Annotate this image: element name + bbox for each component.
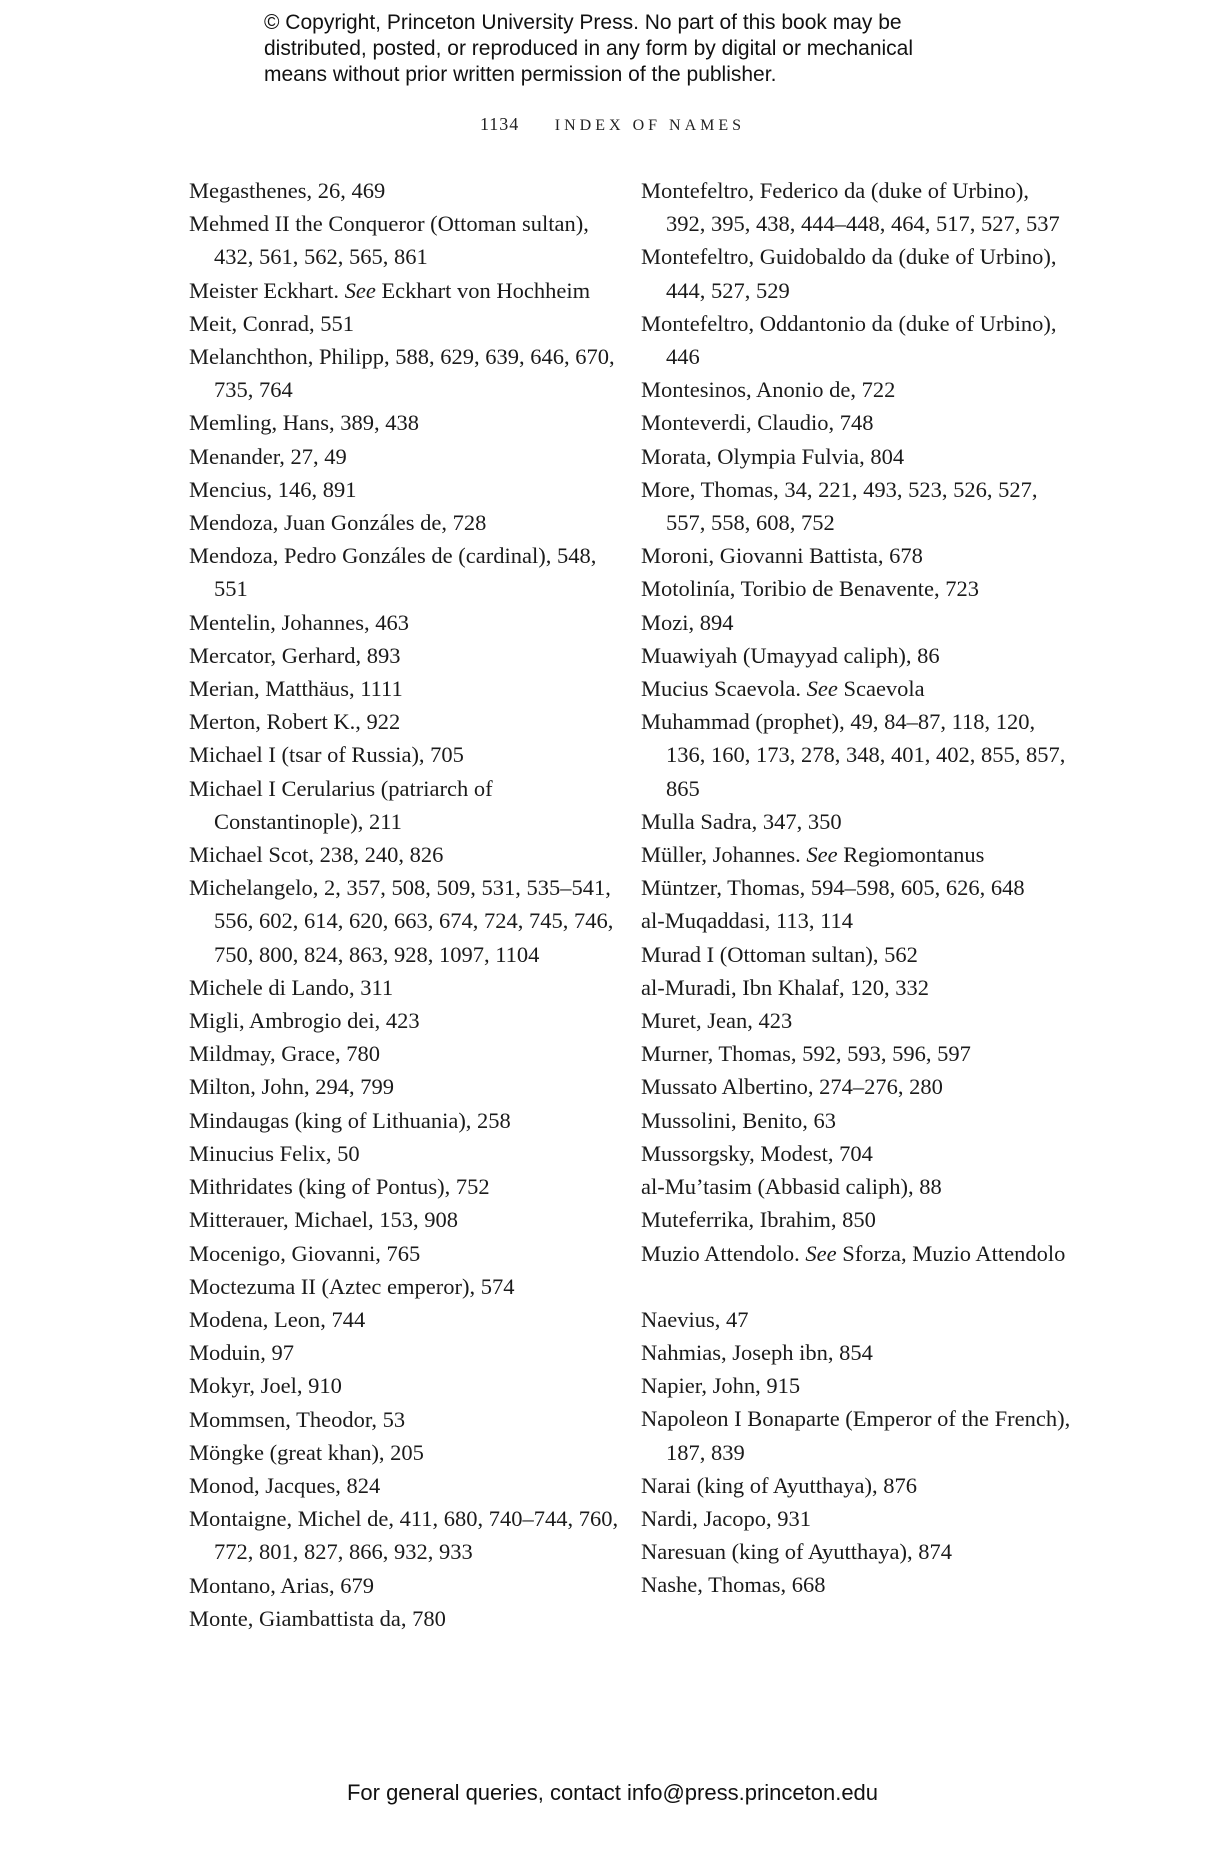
index-entry-text: Mencius, 146, 891 xyxy=(189,476,357,502)
index-entry xyxy=(641,1037,1071,1070)
index-entry xyxy=(189,473,619,506)
index-entry-text: Mommsen, Theodor, 53 xyxy=(189,1406,406,1432)
copyright-line: means without prior written permission of the publisher. xyxy=(264,63,777,86)
index-entry xyxy=(189,705,619,738)
index-entry xyxy=(641,440,1071,473)
index-entry-text: al-Muqaddasi, 113, 114 xyxy=(641,908,854,934)
index-entry xyxy=(189,274,619,307)
see-reference-label: See xyxy=(806,842,838,868)
index-entry-text: Mokyr, Joel, 910 xyxy=(189,1373,342,1399)
index-entry xyxy=(641,639,1071,672)
index-entry-text: Michael Scot, 238, 240, 826 xyxy=(189,842,444,868)
index-entry xyxy=(641,805,1071,838)
index-entry xyxy=(641,473,1071,539)
index-entry-text: Montefeltro, Oddantonio da (duke of Urbino), 446 xyxy=(641,310,1057,370)
index-entry-text: Mildmay, Grace, 780 xyxy=(189,1041,380,1067)
index-entry-text: Muawiyah (Umayyad caliph), 86 xyxy=(641,642,940,668)
see-reference-label: See xyxy=(805,1240,837,1266)
index-entry xyxy=(641,938,1071,971)
running-head xyxy=(0,114,1225,135)
index-entry xyxy=(189,1070,619,1103)
index-entry-text: Naresuan (king of Ayutthaya), 874 xyxy=(641,1539,952,1565)
see-reference-target: Sforza, Muzio Attendolo xyxy=(836,1240,1066,1266)
index-entry xyxy=(189,1602,619,1635)
see-reference-label: See xyxy=(344,277,376,303)
index-entry xyxy=(189,838,619,871)
index-entry xyxy=(641,672,1071,705)
index-entry-text: Mucius Scaevola. xyxy=(641,676,807,702)
index-entry-text: Napoleon I Bonaparte (Emperor of the French), 187, 839 xyxy=(641,1406,1071,1465)
index-entry xyxy=(641,1104,1071,1137)
index-entry-text: Motolinía, Toribio de Benavente, 723 xyxy=(641,576,979,602)
index-entry-text: Meit, Conrad, 551 xyxy=(189,310,354,336)
index-entry-text: Michael I (tsar of Russia), 705 xyxy=(189,742,464,768)
index-entry-text: Nardi, Jacopo, 931 xyxy=(641,1505,811,1531)
index-entry xyxy=(641,1303,1071,1336)
index-entry-text: Michele di Lando, 311 xyxy=(189,974,394,1000)
footer-contact: For general queries, contact info@press.princeton.edu xyxy=(346,1780,879,1805)
index-entry-text: Mulla Sadra, 347, 350 xyxy=(641,808,842,834)
index-entry xyxy=(641,373,1071,406)
index-entry xyxy=(189,406,619,439)
index-entry xyxy=(641,1369,1071,1402)
index-entry-text: More, Thomas, 34, 221, 493, 523, 526, 527, 557, 558, 608, 752 xyxy=(641,476,1038,536)
see-reference-target: Scaevola xyxy=(837,676,925,702)
index-entry-text: Montaigne, Michel de, 411, 680, 740–744, 760, 772, 801, 827, 866, 932, 933 xyxy=(189,1506,619,1565)
index-entry xyxy=(189,506,619,539)
index-entry xyxy=(189,1004,619,1037)
page-number: 1134 xyxy=(479,114,520,134)
index-entry xyxy=(641,705,1071,805)
index-entry xyxy=(189,539,619,605)
index-entry xyxy=(189,1569,619,1602)
index-entry xyxy=(189,1170,619,1203)
index-entry xyxy=(189,1369,619,1402)
index-entry xyxy=(641,1568,1071,1601)
index-entry-text: Monod, Jacques, 824 xyxy=(189,1472,381,1498)
index-entry xyxy=(641,539,1071,572)
index-entry xyxy=(189,772,619,838)
index-entry xyxy=(189,1303,619,1336)
index-entry-text: Nahmias, Joseph ibn, 854 xyxy=(641,1339,873,1365)
index-entry-text: Muzio Attendolo. xyxy=(641,1240,806,1266)
index-entry-text: Narai (king of Ayutthaya), 876 xyxy=(641,1472,917,1498)
copyright-line: distributed, posted, or reproduced in any form by digital or mechanical xyxy=(264,37,914,60)
index-entry xyxy=(641,1336,1071,1369)
index-entry xyxy=(641,904,1071,937)
index-entry xyxy=(189,1336,619,1369)
index-entry-text: Mussorgsky, Modest, 704 xyxy=(641,1140,873,1166)
index-entry-text: Murner, Thomas, 592, 593, 596, 597 xyxy=(641,1041,971,1067)
index-entry-text: Monteverdi, Claudio, 748 xyxy=(641,410,874,436)
index-entry-text: Muret, Jean, 423 xyxy=(641,1008,793,1034)
index-entry-text: Montano, Arias, 679 xyxy=(189,1572,374,1598)
index-entry-text: Napier, John, 915 xyxy=(641,1373,801,1399)
index-entry-text: Mussato Albertino, 274–276, 280 xyxy=(641,1074,943,1100)
index-entry-text: Michael I Cerularius (patriarch of Constantinople), 211 xyxy=(189,775,493,834)
index-entry xyxy=(641,174,1071,240)
index-entry-text: Muteferrika, Ibrahim, 850 xyxy=(641,1207,876,1233)
index-entry xyxy=(189,1403,619,1436)
index-entry xyxy=(641,1469,1071,1502)
index-entry xyxy=(641,1137,1071,1170)
index-entry xyxy=(189,1237,619,1270)
index-entry xyxy=(641,606,1071,639)
index-entry-text: Mentelin, Johannes, 463 xyxy=(189,609,409,635)
index-entry xyxy=(189,1104,619,1137)
index-entry-text: Mehmed II the Conqueror (Ottoman sultan), 432, 561, 562, 565, 861 xyxy=(189,211,589,270)
index-entry xyxy=(641,1535,1071,1568)
index-entry-text: Mendoza, Juan Gonzáles de, 728 xyxy=(189,510,487,536)
index-entry-text: Möngke (great khan), 205 xyxy=(189,1439,424,1465)
index-entry xyxy=(189,672,619,705)
index-entry-text: Migli, Ambrogio dei, 423 xyxy=(189,1008,420,1034)
index-entry-text: Moduin, 97 xyxy=(189,1340,295,1366)
index-entry xyxy=(189,340,619,406)
index-entry-text: Mitterauer, Michael, 153, 908 xyxy=(189,1207,459,1233)
index-entry xyxy=(189,871,619,971)
index-column-right xyxy=(641,174,1071,1602)
index-entry xyxy=(189,1037,619,1070)
index-entry-text: Merton, Robert K., 922 xyxy=(189,709,401,735)
index-entry xyxy=(189,1137,619,1170)
copyright-notice xyxy=(264,10,984,88)
see-reference-target: Regiomontanus xyxy=(837,842,985,868)
index-entry-text: al-Muradi, Ibn Khalaf, 120, 332 xyxy=(641,974,930,1000)
index-entry-text: Murad I (Ottoman sultan), 562 xyxy=(641,941,918,967)
index-entry xyxy=(641,838,1071,871)
index-entry-text: Mussolini, Benito, 63 xyxy=(641,1107,837,1133)
index-entry xyxy=(189,1469,619,1502)
index-entry-text: Montefeltro, Federico da (duke of Urbino), 392, 395, 438, 444–448, 464, 517, 527, 537 xyxy=(641,178,1060,237)
index-entry xyxy=(189,606,619,639)
index-entry xyxy=(641,406,1071,439)
index-entry xyxy=(189,971,619,1004)
index-entry-text: Morata, Olympia Fulvia, 804 xyxy=(641,443,905,469)
index-entry-text: Michelangelo, 2, 357, 508, 509, 531, 535–541, 556, 602, 614, 620, 663, 674, 724, 745, 746, 750, 800, 824, 863, 928, 1097, 1104 xyxy=(189,875,614,967)
index-entry xyxy=(641,572,1071,605)
see-reference-label: See xyxy=(806,676,838,702)
index-entry xyxy=(641,1170,1071,1203)
index-entry xyxy=(641,971,1071,1004)
index-entry-text: Nashe, Thomas, 668 xyxy=(641,1572,826,1598)
index-entry xyxy=(641,1004,1071,1037)
index-entry xyxy=(641,1237,1071,1270)
index-entry xyxy=(189,207,619,273)
index-entry-text: Muhammad (prophet), 49, 84–87, 118, 120, 136, 160, 173, 278, 348, 401, 402, 855, 857, 865 xyxy=(641,709,1066,801)
index-entry-text: Memling, Hans, 389, 438 xyxy=(189,410,419,436)
index-entry xyxy=(189,1502,619,1568)
see-reference-target: Eckhart von Hochheim xyxy=(375,277,591,303)
index-entry-text: Moctezuma II (Aztec emperor), 574 xyxy=(189,1273,515,1299)
index-entry-text: Mithridates (king of Pontus), 752 xyxy=(189,1174,490,1200)
index-entry-text: Mozi, 894 xyxy=(641,609,734,635)
index-entry-text: Meister Eckhart. xyxy=(189,277,345,303)
page-title: INDEX OF NAMES xyxy=(554,117,746,134)
index-entry-text: Moroni, Giovanni Battista, 678 xyxy=(641,543,923,569)
index-entry-text: Merian, Matthäus, 1111 xyxy=(189,676,403,702)
index-entry-text: Megasthenes, 26, 469 xyxy=(189,178,386,203)
index-entry xyxy=(641,307,1071,373)
index-entry xyxy=(189,1270,619,1303)
index-entry xyxy=(641,240,1071,306)
index-entry xyxy=(189,440,619,473)
index-entry-text: Mindaugas (king of Lithuania), 258 xyxy=(189,1107,511,1133)
index-entry xyxy=(641,1203,1071,1236)
index-entry-text: Naevius, 47 xyxy=(641,1306,749,1332)
index-entry-text: Montesinos, Anonio de, 722 xyxy=(641,377,896,403)
index-entry-text: Minucius Felix, 50 xyxy=(189,1140,360,1166)
index-entry-text: Mercator, Gerhard, 893 xyxy=(189,642,401,668)
index-entry-text: Müller, Johannes. xyxy=(641,842,807,868)
index-entry-text: Monte, Giambattista da, 780 xyxy=(189,1605,446,1631)
index-entry xyxy=(641,1502,1071,1535)
index-entry xyxy=(189,307,619,340)
index-entry xyxy=(189,639,619,672)
index-entry xyxy=(641,1402,1071,1468)
index-entry-text: Melanchthon, Philipp, 588, 629, 639, 646, 670, 735, 764 xyxy=(189,344,615,403)
index-entry-text: Modena, Leon, 744 xyxy=(189,1306,366,1332)
index-column-left xyxy=(189,174,619,1635)
index-entry-text: Mocenigo, Giovanni, 765 xyxy=(189,1240,421,1266)
index-entry-text: Montefeltro, Guidobaldo da (duke of Urbino), 444, 527, 529 xyxy=(641,244,1057,303)
index-entry-text: Müntzer, Thomas, 594–598, 605, 626, 648 xyxy=(641,875,1025,901)
index-entry xyxy=(189,1203,619,1236)
index-entry xyxy=(189,174,619,207)
copyright-line: © Copyright, Princeton University Press. No part of this book may be xyxy=(264,11,902,34)
index-entry-text: Menander, 27, 49 xyxy=(189,443,347,469)
index-entry-text: al-Mu’tasim (Abbasid caliph), 88 xyxy=(641,1174,942,1200)
index-entry xyxy=(189,738,619,771)
index-entry xyxy=(641,871,1071,904)
index-entry xyxy=(641,1070,1071,1103)
index-entry-text: Mendoza, Pedro Gonzáles de (cardinal), 548, 551 xyxy=(189,543,597,602)
index-entry-text: Milton, John, 294, 799 xyxy=(189,1074,395,1100)
index-entry xyxy=(189,1436,619,1469)
